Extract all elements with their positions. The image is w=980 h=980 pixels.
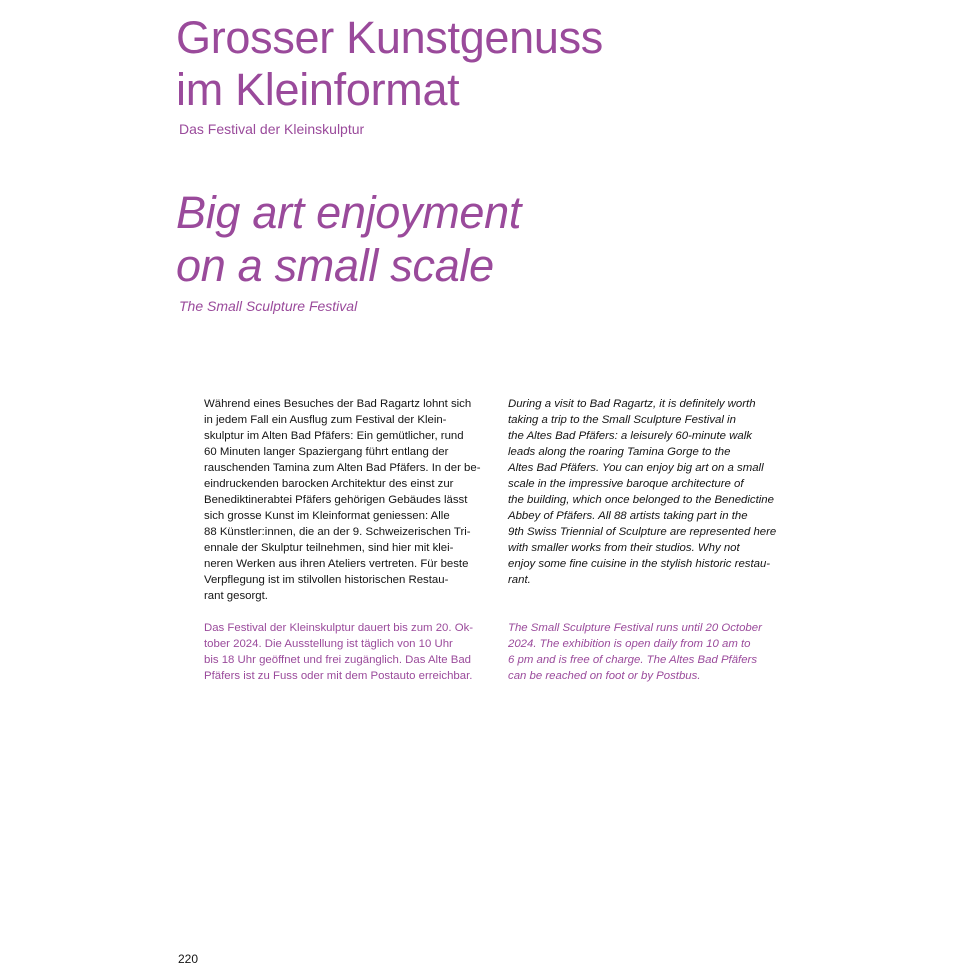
title-german xyxy=(176,12,603,116)
text-line: with smaller works from their studios. Why not xyxy=(508,542,740,554)
english-intro-paragraph xyxy=(508,396,808,588)
text-line: The Small Sculpture Festival runs until 20 October xyxy=(508,622,762,634)
subtitle-english: The Small Sculpture Festival xyxy=(179,298,358,314)
title-english-line: on a small scale xyxy=(176,240,494,291)
text-line: Abbey of Pfäfers. All 88 artists taking part in the xyxy=(508,510,748,522)
text-line: tober 2024. Die Ausstellung ist täglich von 10 Uhr xyxy=(204,638,453,650)
text-line: 60 Minuten langer Spaziergang führt entlang der xyxy=(204,446,449,458)
text-line: Benediktinerabtei Pfäfers gehörigen Gebäudes lässt xyxy=(204,494,468,506)
text-line: can be reached on foot or by Postbus. xyxy=(508,670,701,682)
text-line: skulptur im Alten Bad Pfäfers: Ein gemütlicher, rund xyxy=(204,430,464,442)
page-number: 220 xyxy=(178,952,199,966)
german-intro-paragraph xyxy=(204,396,504,604)
text-line: rant. xyxy=(508,574,531,586)
text-line: Verpflegung ist im stilvollen historischen Restau- xyxy=(204,574,449,586)
text-line: rant gesorgt. xyxy=(204,590,268,602)
text-line: the Altes Bad Pfäfers: a leisurely 60-minute walk xyxy=(508,430,752,442)
text-line: 88 Künstler:innen, die an der 9. Schweizerischen Tri- xyxy=(204,526,471,538)
text-line: scale in the impressive baroque architecture of xyxy=(508,478,744,490)
text-line: Während eines Besuches der Bad Ragartz lohnt sich xyxy=(204,398,472,410)
english-info-paragraph xyxy=(508,620,808,684)
text-line: ennale der Skulptur teilnehmen, sind hier mit klei- xyxy=(204,542,454,554)
title-english-line: Big art enjoyment xyxy=(176,187,522,238)
text-line: taking a trip to the Small Sculpture Festival in xyxy=(508,414,736,426)
title-german-line: im Kleinformat xyxy=(176,64,460,115)
english-text-column xyxy=(508,396,808,684)
title-english xyxy=(176,186,521,292)
text-line: Pfäfers ist zu Fuss oder mit dem Postauto erreichbar. xyxy=(204,670,473,682)
text-line: leads along the roaring Tamina Gorge to the xyxy=(508,446,731,458)
text-line: During a visit to Bad Ragartz, it is definitely worth xyxy=(508,398,756,410)
text-line: in jedem Fall ein Ausflug zum Festival der Klein- xyxy=(204,414,447,426)
text-line: the building, which once belonged to the Benedictine xyxy=(508,494,774,506)
text-line: eindruckenden barocken Architektur des einst zur xyxy=(204,478,454,490)
text-line: bis 18 Uhr geöffnet und frei zugänglich. Das Alte Bad xyxy=(204,654,472,666)
text-line: Altes Bad Pfäfers. You can enjoy big art on a small xyxy=(508,462,764,474)
text-line: 6 pm and is free of charge. The Altes Bad Pfäfers xyxy=(508,654,758,666)
german-text-column xyxy=(204,396,504,684)
text-line: enjoy some fine cuisine in the stylish historic restau- xyxy=(508,558,771,570)
title-german-line: Grosser Kunstgenuss xyxy=(176,12,604,63)
text-line: 2024. The exhibition is open daily from 10 am to xyxy=(508,638,751,650)
text-line: sich grosse Kunst im Kleinformat geniessen: Alle xyxy=(204,510,450,522)
text-line: Das Festival der Kleinskulptur dauert bis zum 20. Ok- xyxy=(204,622,474,634)
text-line: rauschenden Tamina zum Alten Bad Pfäfers. In der be- xyxy=(204,462,481,474)
german-info-paragraph xyxy=(204,620,504,684)
text-line: neren Werken aus ihren Ateliers vertreten. Für beste xyxy=(204,558,469,570)
text-line: 9th Swiss Triennial of Sculpture are represented here xyxy=(508,526,777,538)
subtitle-german: Das Festival der Kleinskulptur xyxy=(179,121,365,137)
